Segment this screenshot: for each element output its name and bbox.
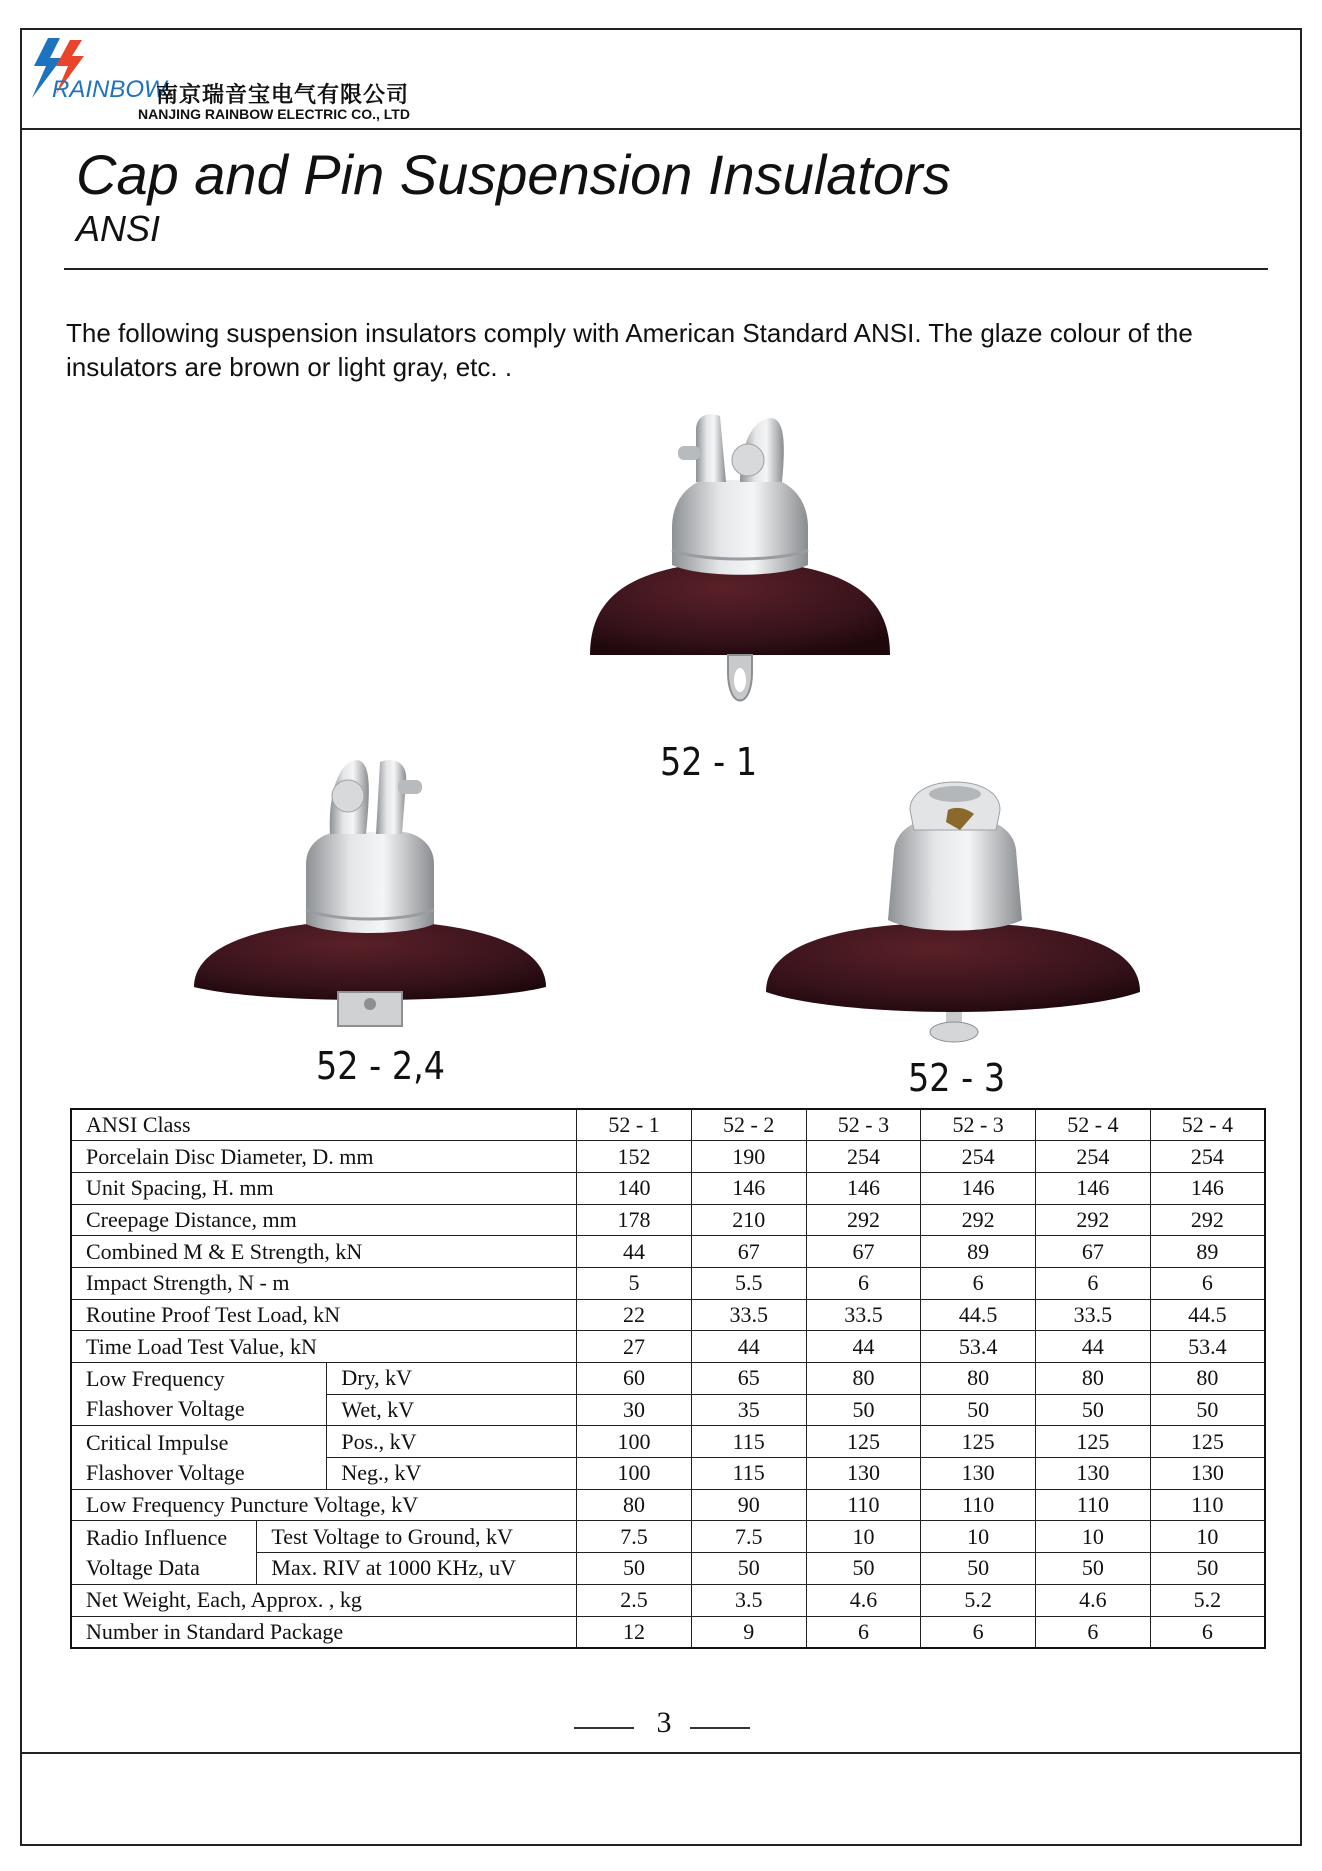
table-row-sublabel: Wet, kV [327, 1394, 577, 1426]
table-cell: 10 [921, 1521, 1036, 1553]
table-cell: 27 [577, 1331, 692, 1363]
table-cell: 5.5 [691, 1267, 806, 1299]
company-name-chinese: 南京瑞音宝电气有限公司 [156, 82, 410, 108]
page-subtitle: ANSI [76, 208, 161, 249]
page-number-rule-right [690, 1727, 750, 1729]
figure-label-52-1: 52 - 1 [660, 740, 758, 784]
table-cell: 130 [1036, 1458, 1151, 1490]
table-cell: 89 [921, 1236, 1036, 1268]
table-cell: 178 [577, 1204, 692, 1236]
table-cell: 67 [806, 1236, 921, 1268]
table-cell: 6 [921, 1616, 1036, 1648]
table-cell: 146 [921, 1172, 1036, 1204]
table-cell: 50 [921, 1553, 1036, 1585]
table-cell: 140 [577, 1172, 692, 1204]
table-cell: 4.6 [1036, 1584, 1151, 1616]
table-cell: 80 [806, 1363, 921, 1395]
table-row [71, 1236, 1265, 1268]
class-column-header: 52 - 4 [1036, 1109, 1151, 1141]
table-cell: 115 [691, 1426, 806, 1458]
table-cell: 4.6 [806, 1584, 921, 1616]
table-cell: 50 [691, 1553, 806, 1585]
table-cell: 100 [577, 1458, 692, 1490]
table-cell: 50 [921, 1394, 1036, 1426]
intro-paragraph: The following suspension insulators comply with American Standard ANSI. The glaze colour of the insulators are brown or light gray, etc. . [66, 318, 1193, 382]
table-row-sublabel: Pos., kV [327, 1426, 577, 1458]
table-row-sublabel: Max. RIV at 1000 KHz, uV [257, 1553, 577, 1585]
table-cell: 50 [806, 1553, 921, 1585]
table-cell: 50 [1036, 1553, 1151, 1585]
table-row-label: Impact Strength, N - m [71, 1267, 577, 1299]
table-cell: 5.2 [921, 1584, 1036, 1616]
row-group-label [71, 1521, 257, 1584]
table-cell: 190 [691, 1141, 806, 1173]
company-name-english: NANJING RAINBOW ELECTRIC CO., LTD [138, 106, 410, 122]
row-group-line: Flashover Voltage [86, 1396, 245, 1422]
table-row [71, 1172, 1265, 1204]
table-cell: 110 [921, 1489, 1036, 1521]
table-row-label: Low Frequency Puncture Voltage, kV [71, 1489, 577, 1521]
table-cell: 292 [1036, 1204, 1151, 1236]
table-cell: 210 [691, 1204, 806, 1236]
table-cell: 60 [577, 1363, 692, 1395]
table-cell: 3.5 [691, 1584, 806, 1616]
figure-label-52-3: 52 - 3 [908, 1056, 1006, 1100]
table-row [71, 1141, 1265, 1173]
table-cell: 254 [806, 1141, 921, 1173]
table-cell: 2.5 [577, 1584, 692, 1616]
table-cell: 33.5 [1036, 1299, 1151, 1331]
row-group-label [71, 1363, 327, 1426]
table-cell: 33.5 [691, 1299, 806, 1331]
table-row-sublabel: Dry, kV [327, 1363, 577, 1395]
table-cell: 110 [1150, 1489, 1265, 1521]
table-cell: 80 [577, 1489, 692, 1521]
table-cell: 146 [806, 1172, 921, 1204]
table-cell: 67 [1036, 1236, 1151, 1268]
table-cell: 130 [921, 1458, 1036, 1490]
table-cell: 44 [691, 1331, 806, 1363]
table-cell: 292 [806, 1204, 921, 1236]
class-column-header: 52 - 3 [806, 1109, 921, 1141]
table-cell: 53.4 [921, 1331, 1036, 1363]
table-cell: 125 [806, 1426, 921, 1458]
table-cell: 130 [806, 1458, 921, 1490]
table-cell: 44.5 [921, 1299, 1036, 1331]
table-row-label: Net Weight, Each, Approx. , kg [71, 1584, 577, 1616]
table-cell: 67 [691, 1236, 806, 1268]
table-cell: 9 [691, 1616, 806, 1648]
page-number: 3 [656, 1706, 672, 1739]
table-row-sublabel: Test Voltage to Ground, kV [257, 1521, 577, 1553]
table-row [71, 1299, 1265, 1331]
row-group-line: Low Frequency [86, 1366, 225, 1392]
table-cell: 5 [577, 1267, 692, 1299]
table-row [71, 1616, 1265, 1648]
table-cell: 130 [1150, 1458, 1265, 1490]
table-row [71, 1426, 1265, 1458]
row-group-line: Voltage Data [86, 1554, 200, 1580]
table-row [71, 1489, 1265, 1521]
row-group-line: Radio Influence [86, 1524, 228, 1550]
table-row-label: Time Load Test Value, kN [71, 1331, 577, 1363]
table-cell: 80 [1150, 1363, 1265, 1395]
table-cell: 254 [1150, 1141, 1265, 1173]
figure-label-52-2-4: 52 - 2,4 [316, 1044, 446, 1088]
table-cell: 80 [1036, 1363, 1151, 1395]
row-group-label [71, 1426, 327, 1489]
table-cell: 5.2 [1150, 1584, 1265, 1616]
table-row-sublabel: Neg., kV [327, 1458, 577, 1490]
table-cell: 89 [1150, 1236, 1265, 1268]
table-row-label: Combined M & E Strength, kN [71, 1236, 577, 1268]
table-cell: 292 [921, 1204, 1036, 1236]
table-row [71, 1584, 1265, 1616]
class-column-header: 52 - 3 [921, 1109, 1036, 1141]
table-cell: 65 [691, 1363, 806, 1395]
table-cell: 125 [1036, 1426, 1151, 1458]
table-cell: 7.5 [577, 1521, 692, 1553]
table-cell: 100 [577, 1426, 692, 1458]
table-cell: 10 [1036, 1521, 1151, 1553]
table-cell: 7.5 [691, 1521, 806, 1553]
table-cell: 152 [577, 1141, 692, 1173]
table-row-label: ANSI Class [71, 1109, 577, 1141]
class-column-header: 52 - 4 [1150, 1109, 1265, 1141]
table-cell: 146 [1150, 1172, 1265, 1204]
header-divider [20, 128, 1302, 130]
table-row [71, 1331, 1265, 1363]
row-group-line: Critical Impulse [86, 1429, 229, 1455]
table-cell: 44 [806, 1331, 921, 1363]
table-cell: 125 [921, 1426, 1036, 1458]
table-row-label: Routine Proof Test Load, kN [71, 1299, 577, 1331]
table-cell: 110 [806, 1489, 921, 1521]
table-cell: 50 [1150, 1553, 1265, 1585]
table-cell: 292 [1150, 1204, 1265, 1236]
table-row-label: Unit Spacing, H. mm [71, 1172, 577, 1204]
table-cell: 50 [1036, 1394, 1151, 1426]
table-cell: 146 [691, 1172, 806, 1204]
title-divider [64, 268, 1268, 270]
page-title: Cap and Pin Suspension Insulators [76, 143, 951, 206]
table-cell: 6 [1036, 1267, 1151, 1299]
table-header-row [71, 1109, 1265, 1141]
table-cell: 254 [921, 1141, 1036, 1173]
insulator-52-1-illustration [580, 410, 900, 716]
logo-wordmark: RAINBOW [52, 76, 167, 103]
table-cell: 50 [577, 1553, 692, 1585]
table-row-label: Number in Standard Package [71, 1616, 577, 1648]
table-row [71, 1204, 1265, 1236]
table-row [71, 1363, 1265, 1395]
table-cell: 33.5 [806, 1299, 921, 1331]
insulator-52-2-4-illustration [190, 752, 550, 1028]
table-cell: 6 [806, 1267, 921, 1299]
table-cell: 50 [806, 1394, 921, 1426]
table-row-label: Porcelain Disc Diameter, D. mm [71, 1141, 577, 1173]
table-cell: 30 [577, 1394, 692, 1426]
table-cell: 10 [1150, 1521, 1265, 1553]
table-cell: 22 [577, 1299, 692, 1331]
table-cell: 44 [577, 1236, 692, 1268]
table-cell: 35 [691, 1394, 806, 1426]
table-cell: 44.5 [1150, 1299, 1265, 1331]
table-row [71, 1267, 1265, 1299]
table-row [71, 1521, 1265, 1553]
table-cell: 6 [1150, 1616, 1265, 1648]
class-column-header: 52 - 2 [691, 1109, 806, 1141]
footer-divider [20, 1752, 1302, 1754]
table-cell: 6 [806, 1616, 921, 1648]
table-cell: 53.4 [1150, 1331, 1265, 1363]
table-cell: 6 [1150, 1267, 1265, 1299]
table-cell: 50 [1150, 1394, 1265, 1426]
row-group-line: Flashover Voltage [86, 1459, 245, 1485]
class-column-header: 52 - 1 [577, 1109, 692, 1141]
table-row-label: Creepage Distance, mm [71, 1204, 577, 1236]
table-cell: 44 [1036, 1331, 1151, 1363]
table-cell: 12 [577, 1616, 692, 1648]
insulator-52-3-illustration [760, 780, 1146, 1044]
table-cell: 254 [1036, 1141, 1151, 1173]
table-cell: 6 [1036, 1616, 1151, 1648]
table-cell: 146 [1036, 1172, 1151, 1204]
table-cell: 6 [921, 1267, 1036, 1299]
table-cell: 80 [921, 1363, 1036, 1395]
table-cell: 90 [691, 1489, 806, 1521]
table-cell: 125 [1150, 1426, 1265, 1458]
table-cell: 110 [1036, 1489, 1151, 1521]
specifications-table [70, 1108, 1266, 1649]
table-cell: 115 [691, 1458, 806, 1490]
table-cell: 10 [806, 1521, 921, 1553]
